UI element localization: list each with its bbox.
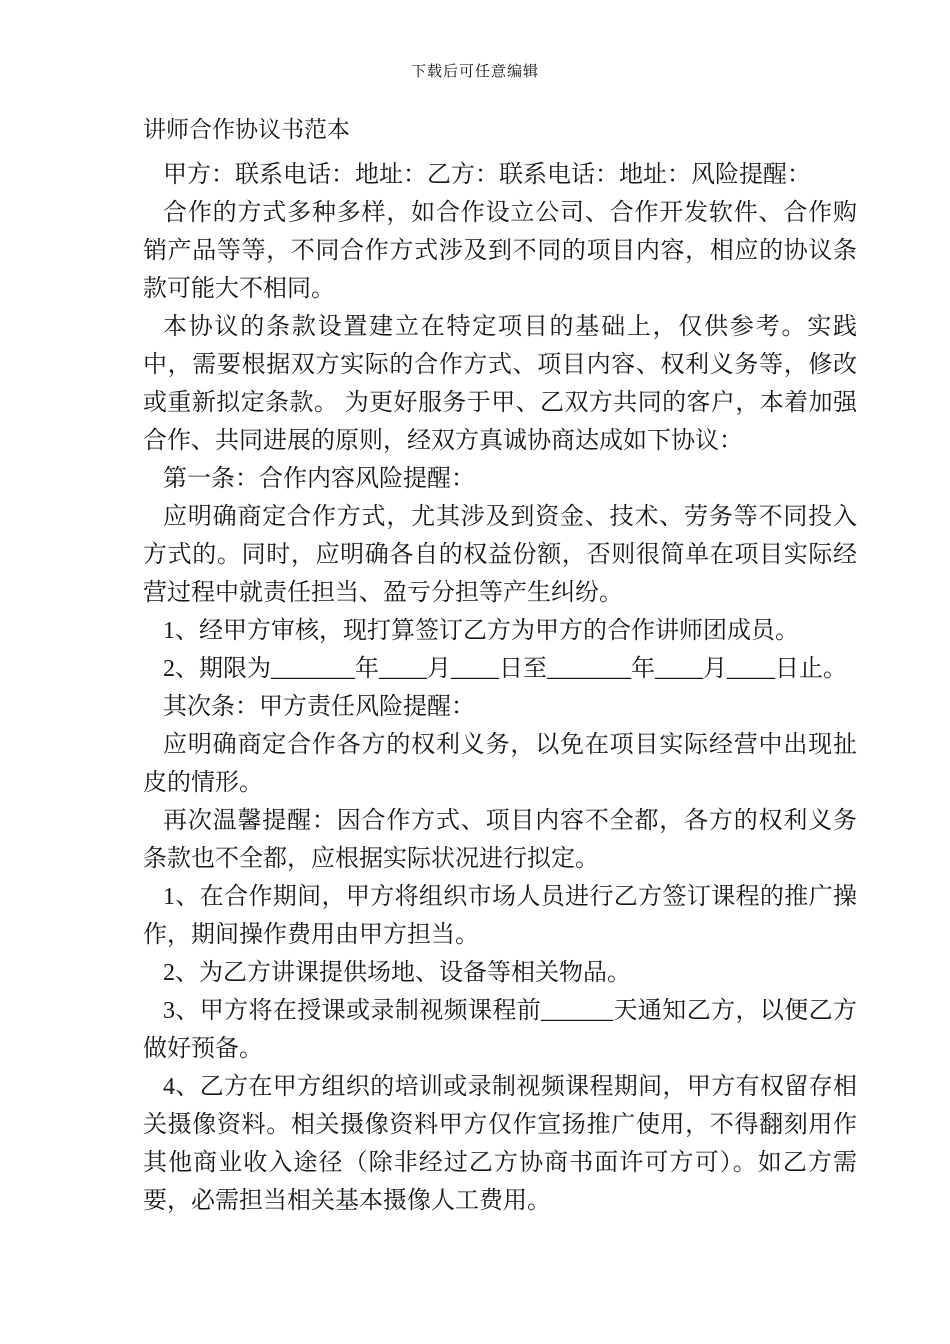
paragraph-article1-note: 应明确商定合作方式，尤其涉及到资金、技术、劳务等不同投入方式的。同时，应明确各自的权益份额，否则很简单在项目实际经营过程中就责任担当、盈亏分担等产生纠纷。 bbox=[143, 504, 857, 606]
doc-body bbox=[143, 156, 857, 1220]
paragraph-article2-note2: 再次温馨提醒：因合作方式、项目内容不全都，各方的权利义务条款也不全都，应根据实际状况进行拟定。 bbox=[143, 808, 857, 872]
header-note: 下载后可任意编辑 bbox=[410, 64, 539, 80]
paragraph-intro-1: 合作的方式多种多样，如合作设立公司、合作开发软件、合作购销产品等等，不同合作方式涉及到不同的项目内容，相应的协议条款可能大不相同。 bbox=[143, 200, 857, 302]
paragraph-article2-item2: 2、为乙方讲课提供场地、设备等相关物品。 bbox=[163, 960, 631, 986]
paragraph-article2-title: 其次条：甲方责任风险提醒： bbox=[163, 694, 475, 720]
paragraph-article2-item3: 3、甲方将在授课或录制视频课程前______天通知乙方，以便乙方做好预备。 bbox=[143, 998, 857, 1062]
paragraph-parties: 甲方：联系电话：地址：乙方：联系电话：地址：风险提醒： bbox=[163, 162, 811, 188]
paragraph-article2-note1: 应明确商定合作各方的权利义务，以免在项目实际经营中出现扯皮的情形。 bbox=[143, 732, 857, 796]
paragraph-article1-title: 第一条：合作内容风险提醒： bbox=[163, 466, 475, 492]
paragraph-intro-2: 本协议的条款设置建立在特定项目的基础上，仅供参考。实践中，需要根据双方实际的合作方式、项目内容、权利义务等，修改或重新拟定条款。 为更好服务于甲、乙双方共同的客户，本着加强合作、共同进展的原则，经双方真诚协商达成如下协议： bbox=[143, 314, 857, 454]
paragraph-article1-item2: 2、期限为_______年____月____日至_______年____月____日止。 bbox=[163, 656, 847, 682]
paragraph-article2-item1: 1、在合作期间，甲方将组织市场人员进行乙方签订课程的推广操作，期间操作费用由甲方担当。 bbox=[143, 884, 857, 948]
doc-title: 讲师合作协议书范本 bbox=[143, 117, 350, 142]
paragraph-article1-item1: 1、经甲方审核，现打算签订乙方为甲方的合作讲师团成员。 bbox=[163, 618, 799, 644]
paragraph-article2-item4: 4、乙方在甲方组织的培训或录制视频课程期间，甲方有权留存相关摄像资料。相关摄像资料甲方仅作宣扬推广使用，不得翻刻用作其他商业收入途径（除非经过乙方协商书面许可方可）。如乙方需要，必需担当相关基本摄像人工费用。 bbox=[143, 1074, 857, 1214]
